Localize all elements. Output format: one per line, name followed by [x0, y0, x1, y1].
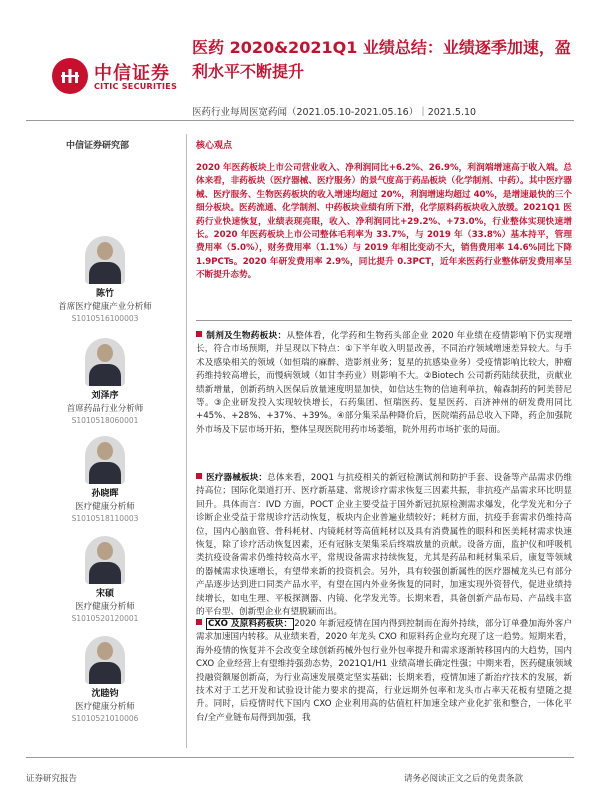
section-pharma	[196, 330, 572, 437]
analyst-card	[30, 436, 180, 525]
section-text: 总体来看，20Q1 与抗疫相关的新冠检测试剂和防护手套、设备等产品需求仍维持高位；国际化渠道打开、医疗新基建、常规诊疗需求恢复三因素共振，非抗疫产品需求环比明显回升。具体而言：IVD 方面，POCT 企业主要受益于国外新冠抗原检测需求爆发，化学发光和分子诊断企业受益于常规诊疗活动恢复，板块内企业普遍业绩较好；耗材方面，抗疫手套需求仍维持高位，国内心脑血管、骨科耗材、内镜耗材等高值耗材以及具有消费属性的眼科和医美耗材需求快速恢复，除了诊疗活动恢复因素，还有冠脉支架集采后终端放量的贡献。设备方面，监护仪和呼吸机类抗疫设备需求仍维持较高水平，常规设备需求持续恢复，尤其是药品和耗材集采后，康复等领域的器械需求快速增长，有望带来新的投资机会。另外，具有较强创新属性的医疗器械龙头已有部分产品逐步达到进口同类产品水平，有望在国内外业务恢复的同时，加速实现外资替代，促进业绩持续增长，如电生理、平板探测器、内镜、化学发光等。长期来看，具备创新产品布局、产品线丰富的平台型、创新型企业有望脱颖而出。	[196, 473, 572, 618]
section-heading: 制剂及生物药板块：	[206, 331, 287, 341]
footer-label: 证券研究报告	[26, 774, 78, 784]
analyst-card	[30, 338, 180, 427]
analyst-role: 医疗健康分析师	[75, 702, 135, 712]
report-subtitle: 医药行业每周医宽药闻（2021.05.10-2021.05.16）｜2021.5.10	[192, 107, 477, 118]
bullet-icon	[196, 619, 202, 625]
citic-logo	[52, 58, 184, 98]
header-divider	[26, 120, 574, 121]
analyst-role: 首席医疗健康产业分析师	[58, 302, 152, 312]
avatar	[85, 236, 125, 284]
bullet-icon	[196, 473, 202, 479]
analyst-role: 首席药品行业分析师	[66, 404, 144, 414]
core-views-heading: 核心观点	[196, 141, 233, 151]
logo-chinese-name: 中信证券	[94, 63, 170, 84]
analyst-id: S1010518110003	[71, 514, 139, 523]
avatar	[85, 636, 125, 684]
bullet-icon	[196, 331, 202, 337]
column-divider	[186, 134, 187, 748]
summary-paragraph: 2020 年医药板块上市公司营业收入、净利润同比+6.2%、26.9%，利润端增速高于收入端。总体来看，非药板块（医疗器械、医疗服务）的景气度高于药品板块（化学制剂、中药）。其中医疗器械、医疗服务、生物医药板块的收入增速均超过 20%，利润增速均超过 40%，是增速最快的三个细分板块。医药流通、化学制剂、中药板块业绩有所下滑，化学原料药板块收入放缓。2021Q1 医药行业快速恢复，业绩表现亮眼，收入、净利润同比+29.2%、+73.0%，行业整体实现快速增长。2020 年医药板块上市公司整体毛利率为 33.7%，与 2019 年（33.8%）基本持平，管理费用率（5.0%），财务费用率（1.1%）与 2019 年相比变动不大，销售费用率 14.6%同比下降 1.9PCTs。2020 年研发费用率 2.9%，同比提升 0.3PCT，近年来医药行业整体研发费用率呈不断提升态势。	[196, 163, 572, 281]
logo-english-name: CITIC SECURITIES	[94, 82, 178, 91]
analyst-name: 孙晓晖	[91, 489, 119, 499]
analyst-card	[30, 236, 180, 325]
citic-emblem-icon	[52, 58, 88, 94]
analyst-id: S1010518060001	[71, 416, 139, 425]
section-text: 2020 年新冠疫情在国内得到控制而在海外持续，部分订单叠加海外客户需求加速国内转移。从业绩来看，2020 年龙头 CXO 和原料药企业均充现了这一趋势。短期来看，海外疫情的恢复并不会改变全球创新药械外包行业外包率提升和需求逐渐转移国内的大趋势，国内 CXO 企业经营上有望维持强劲态势，2021Q1/H1 业绩高增长确定性强；中期来看，医药健康领域投融资额屡创新高，为行业高速发展奠定坚实基础；长期来看，疫情加速了新治疗技术的发展，新技术对于工艺开发和试验设计能力要求的提高，行业远期外包率和龙头市占率天花板有望随之提升。同时，后疫情时代下国内 CXO 企业利用高的估值杠杆加速全球产业化扩张和整合，一体化平台/全产业链布局得到加强，我	[196, 619, 572, 723]
analyst-name: 沈睦钧	[91, 689, 119, 699]
analyst-id: S1010516100003	[71, 314, 139, 323]
analyst-name: 刘泽序	[91, 391, 119, 401]
section-heading: CXO 及原料药板块：	[208, 619, 293, 629]
section-heading: 医疗器械板块：	[206, 473, 268, 483]
summary-divider	[196, 320, 572, 321]
analyst-name: 陈竹	[95, 289, 114, 299]
sidebar-title: 中信证券研究部	[66, 141, 130, 151]
analyst-role: 医疗健康分析师	[75, 602, 135, 612]
section-devices	[196, 472, 572, 619]
analyst-name: 宋硕	[95, 589, 114, 599]
avatar	[85, 536, 125, 584]
avatar	[85, 436, 125, 484]
section-cxo	[196, 618, 572, 725]
footer-divider	[26, 757, 574, 758]
avatar	[85, 338, 125, 386]
analyst-id: S1010520120001	[71, 614, 139, 623]
analyst-id: S1010521010006	[71, 714, 139, 723]
footer-disclaimer: 请务必阅读正文之后的免责条款	[404, 774, 524, 784]
analyst-role: 医疗健康分析师	[75, 502, 135, 512]
section-text: 从整体看，化学药和生物药头部企业 2020 年业绩在疫情影响下仍实现增长，符合市场预期，并呈现以下特点：①下半年收入明显改善，不同治疗领域增速差异较大。与手术及感染相关的领域（如恒瑞的麻醉、造影剂业务；复星的抗感染业务）受疫情影响比较大，肿瘤药维持较高增长，而慢病领域（如甘李药业）则影响不大。②Biotech 公司新药陆续获批，贡献业绩新增量，创新药纳入医保后放量速度明显加快，如信达生物的信迪利单抗，翰森制药的阿美替尼等。③企业研发投入实现较快增长，石药集团、恒瑞医药、复星医药、百济神州的研发费用同比+45%、+28%、+37%、+39%。④部分集采品种降价后，医院端药品总收入下降，药企加强院外市场及下层市场开拓，整体呈现医院用药市场萎缩，院外用药市场扩张的局面。	[196, 331, 572, 435]
analyst-card	[30, 536, 180, 625]
analyst-card	[30, 636, 180, 725]
report-title: 医药 2020&2021Q1 业绩总结：业绩逐季加速，盈利水平不断提升	[192, 38, 571, 81]
